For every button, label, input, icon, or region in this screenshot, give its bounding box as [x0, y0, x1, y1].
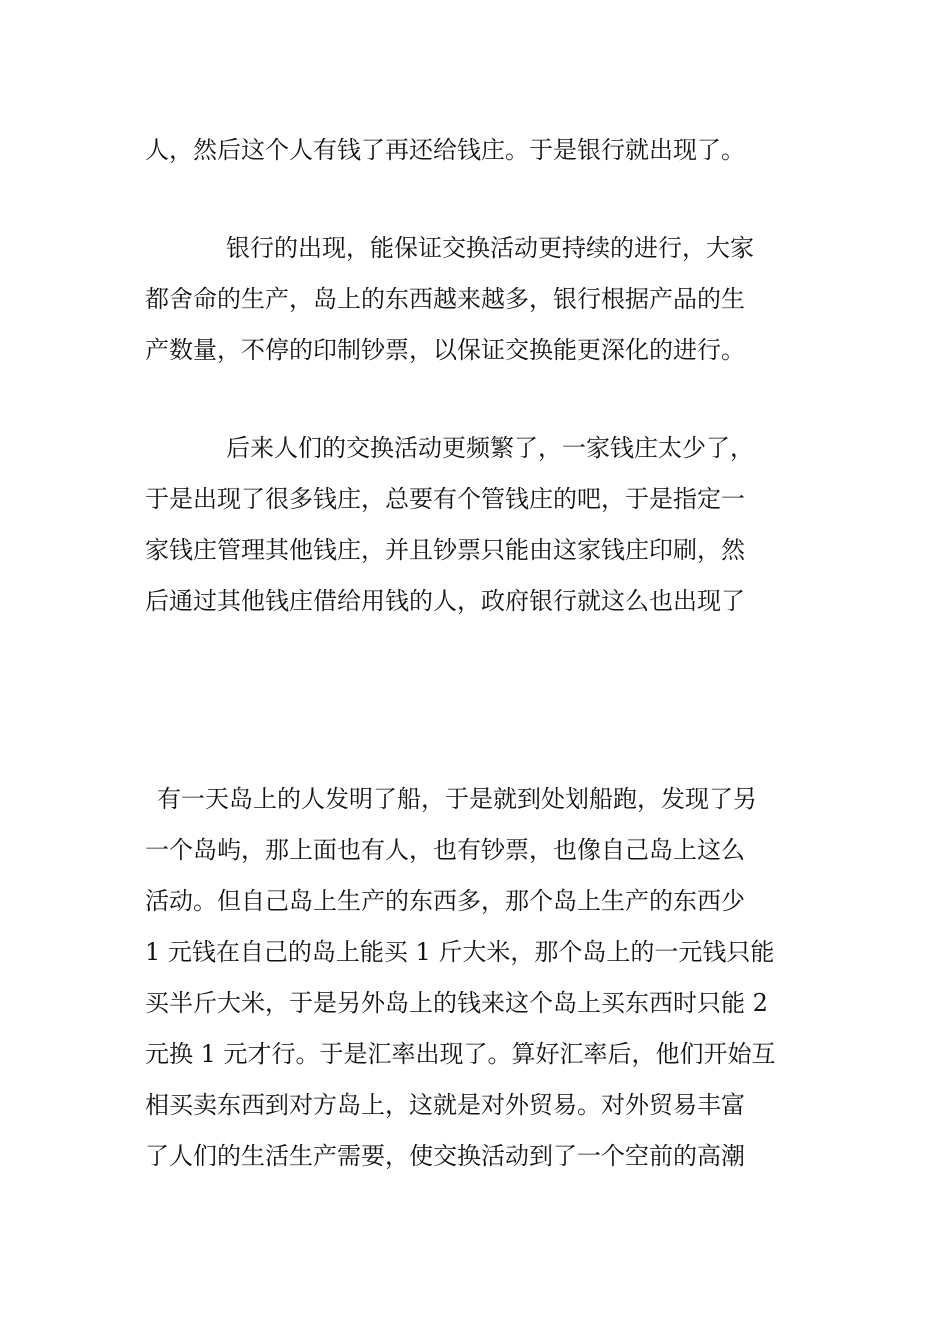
paragraph-3-line-2: 于是出现了很多钱庄，总要有个管钱庄的吧，于是指定一: [145, 485, 745, 513]
paragraph-1-line-1: 人，然后这个人有钱了再还给钱庄。于是银行就出现了。: [145, 136, 745, 164]
paragraph-2-line-2: 都舍命的生产，岛上的东西越来越多，银行根据产品的生: [145, 285, 745, 313]
paragraph-4-line-1: 有一天岛上的人发明了船，于是就到处划船跑，发现了另: [157, 785, 757, 813]
paragraph-3-line-4: 后通过其他钱庄借给用钱的人，政府银行就这么也出现了: [145, 587, 745, 615]
paragraph-4-line-6: 元换 1 元才行。于是汇率出现了。算好汇率后，他们开始互: [145, 1040, 776, 1068]
paragraph-2-line-1: 银行的出现，能保证交换活动更持续的进行，大家: [226, 234, 754, 262]
paragraph-4-line-2: 一个岛屿，那上面也有人，也有钞票，也像自己岛上这么: [145, 836, 745, 864]
paragraph-4-line-3: 活动。但自己岛上生产的东西多，那个岛上生产的东西少: [145, 887, 745, 915]
paragraph-3-line-1: 后来人们的交换活动更频繁了，一家钱庄太少了，: [226, 434, 754, 462]
paragraph-4-line-8: 了人们的生活生产需要，使交换活动到了一个空前的高潮: [145, 1142, 745, 1170]
paragraph-4-line-5: 买半斤大米，于是另外岛上的钱来这个岛上买东西时只能 2: [145, 989, 768, 1017]
paragraph-4-line-7: 相买卖东西到对方岛上，这就是对外贸易。对外贸易丰富: [145, 1091, 745, 1119]
paragraph-2-line-3: 产数量，不停的印制钞票，以保证交换能更深化的进行。: [145, 336, 745, 364]
paragraph-4-line-4: 1 元钱在自己的岛上能买 1 斤大米，那个岛上的一元钱只能: [145, 938, 775, 966]
paragraph-3-line-3: 家钱庄管理其他钱庄，并且钞票只能由这家钱庄印刷，然: [145, 536, 745, 564]
